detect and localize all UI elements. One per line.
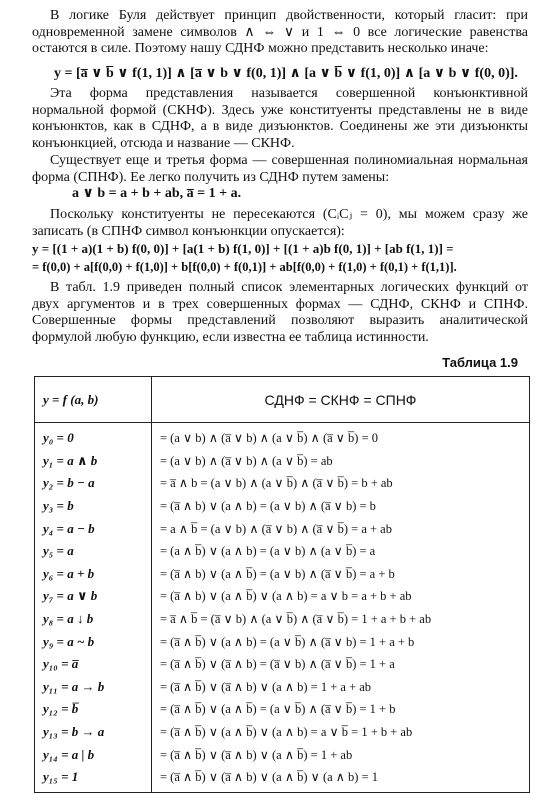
function-cell: y₀ = 0 [35, 423, 152, 450]
table-row [35, 743, 530, 766]
paragraph-constituents: Поскольку конституенты не пересекаются (CᵢCⱼ = 0), мы можем сразу же записать (в СПНФ символ конъюнкции опускается): [32, 207, 528, 239]
expression-cell: = (a̅ ∧ b̅) ∨ (a̅ ∧ b) ∨ (a ∧ b) = 1 + a + ab [152, 676, 530, 699]
expression-cell: = (a̅ ∧ b̅) ∨ (a ∧ b̅) = (a ∨ b̅) ∧ (a̅ ∨ b̅) = 1 + b [152, 698, 530, 721]
expression-cell: = (a̅ ∧ b̅) ∨ (a̅ ∧ b) = (a̅ ∨ b) ∧ (a̅ ∨ b̅) = 1 + a [152, 653, 530, 676]
expression-cell: = (a̅ ∧ b) ∨ (a ∧ b̅) ∨ (a ∧ b) = a ∨ b = a + b + ab [152, 585, 530, 608]
expression-cell: = (a̅ ∧ b) ∨ (a ∧ b̅) = (a ∨ b) ∧ (a̅ ∨ b̅) = a + b [152, 563, 530, 586]
paragraph-table-intro: В табл. 1.9 приведен полный список элементарных логических функций от двух аргументов и в трех совершенных формах — СДНФ, СКНФ и СПНФ. Совершенные формы представлений позволяют выразить аналитической формулой любую функцию, если известна ее таблица истинности. [32, 280, 528, 345]
function-cell: y₂ = b − a [35, 472, 152, 495]
table-body [35, 423, 530, 793]
table-row [35, 698, 530, 721]
function-cell: y₁₄ = a | b [35, 743, 152, 766]
expression-cell: = (a ∨ b) ∧ (a̅ ∨ b) ∧ (a ∨ b̅) ∧ (a̅ ∨ b̅) = 0 [152, 423, 530, 450]
formula-sknf: y = [a̅ ∨ b̅ ∨ f(1, 1)] ∧ [a̅ ∨ b ∨ f(0, 1)] ∧ [a ∨ b̅ ∨ f(1, 0)] ∧ [a ∨ b ∨ f(0, 0)]. [54, 66, 518, 81]
formula-spnf-line1: y = [(1 + a)(1 + b) f(0, 0)] + [a(1 + b) f(1, 0)] + [(1 + a)b f(0, 1)] + [ab f(1, 1)] = [32, 241, 454, 256]
function-cell: y₉ = a ~ b [35, 630, 152, 653]
function-cell: y₁₃ = b → a [35, 721, 152, 744]
table-row [35, 630, 530, 653]
expression-cell: = (a ∧ b̅) ∨ (a ∧ b) = (a ∨ b) ∧ (a ∨ b̅) = a [152, 540, 530, 563]
table-row [35, 540, 530, 563]
paragraph-duality: В логике Буля действует принцип двойственности, который гласит: при одновременной замене символов ∧ ⇔ ∨ и 1 ⇔ 0 все логические равенства остаются в силе. Поэтому нашу СДНФ можно представить несколько иначе: [32, 8, 528, 56]
expression-cell: = a ∧ b̅ = (a ∨ b) ∧ (a̅ ∨ b) ∧ (a̅ ∨ b̅) = a + ab [152, 517, 530, 540]
table-row [35, 450, 530, 473]
table-caption: Таблица 1.9 [442, 355, 518, 370]
formula-spnf-line2: = f(0,0) + a[f(0,0) + f(1,0)] + b[f(0,0) + f(0,1)] + ab[f(0,0) + f(1,0) + f(0,1) + f(1,1)]. [32, 260, 457, 274]
expression-cell: = (a̅ ∧ b̅) ∨ (a̅ ∧ b) ∨ (a ∧ b̅) = 1 + ab [152, 743, 530, 766]
function-cell: y₇ = a ∨ b [35, 585, 152, 608]
function-cell: y₁₅ = 1 [35, 766, 152, 792]
table-row [35, 653, 530, 676]
function-cell: y₁ = a ∧ b [35, 450, 152, 473]
function-cell: y₁₀ = a̅ [35, 653, 152, 676]
expression-cell: = (a̅ ∧ b̅) ∨ (a̅ ∧ b) ∨ (a ∧ b̅) ∨ (a ∧ b) = 1 [152, 766, 530, 792]
table-row [35, 563, 530, 586]
function-cell: y₃ = b [35, 495, 152, 518]
function-cell: y₅ = a [35, 540, 152, 563]
expression-cell: = a̅ ∧ b̅ = (a̅ ∨ b) ∧ (a ∨ b̅) ∧ (a̅ ∨ b̅) = 1 + a + b + ab [152, 608, 530, 631]
table-row [35, 721, 530, 744]
expression-cell: = (a̅ ∧ b) ∨ (a ∧ b) = (a ∨ b) ∧ (a̅ ∨ b) = b [152, 495, 530, 518]
table-row [35, 585, 530, 608]
table-row [35, 766, 530, 792]
expression-cell: = (a̅ ∧ b̅) ∨ (a ∧ b) = (a ∨ b̅) ∧ (a̅ ∨ b) = 1 + a + b [152, 630, 530, 653]
expression-cell: = (a̅ ∧ b̅) ∨ (a ∧ b̅) ∨ (a ∧ b) = a ∨ b̅ = 1 + b + ab [152, 721, 530, 744]
paragraph-sknf: Эта форма представления называется совершенной конъюнктивной нормальной формой (СКНФ). Здесь уже конституенты представлены не в виде конъюнктов, как в СДНФ, а в виде дизъюнктов. Соединены же эти дизъюнкты конъюнкцией, отсюда и название — СКНФ. [32, 86, 528, 151]
function-cell: y₁₂ = b̅ [35, 698, 152, 721]
paragraph-spnf: Существует еще и третья форма — совершенная полиномиальная нормальная форма (СПНФ). Ее легко получить из СДНФ путем замены: [32, 153, 528, 185]
table-row [35, 517, 530, 540]
table-row [35, 676, 530, 699]
truth-function-table [34, 376, 530, 793]
table-row [35, 495, 530, 518]
header-forms: СДНФ = СКНФ = СПНФ [152, 377, 530, 423]
function-cell: y₄ = a − b [35, 517, 152, 540]
table-row [35, 423, 530, 450]
table-row [35, 472, 530, 495]
function-cell: y₆ = a + b [35, 563, 152, 586]
function-cell: y₈ = a ↓ b [35, 608, 152, 631]
table-row [35, 608, 530, 631]
function-cell: y₁₁ = a → b [35, 676, 152, 699]
formula-substitution: a ∨ b = a + b + ab, a̅ = 1 + a. [72, 186, 242, 201]
table-header-row [35, 377, 530, 423]
expression-cell: = (a ∨ b) ∧ (a̅ ∨ b) ∧ (a ∨ b̅) = ab [152, 450, 530, 473]
header-function: y = f (a, b) [35, 377, 152, 423]
expression-cell: = a̅ ∧ b = (a ∨ b) ∧ (a ∨ b̅) ∧ (a̅ ∨ b̅) = b + ab [152, 472, 530, 495]
